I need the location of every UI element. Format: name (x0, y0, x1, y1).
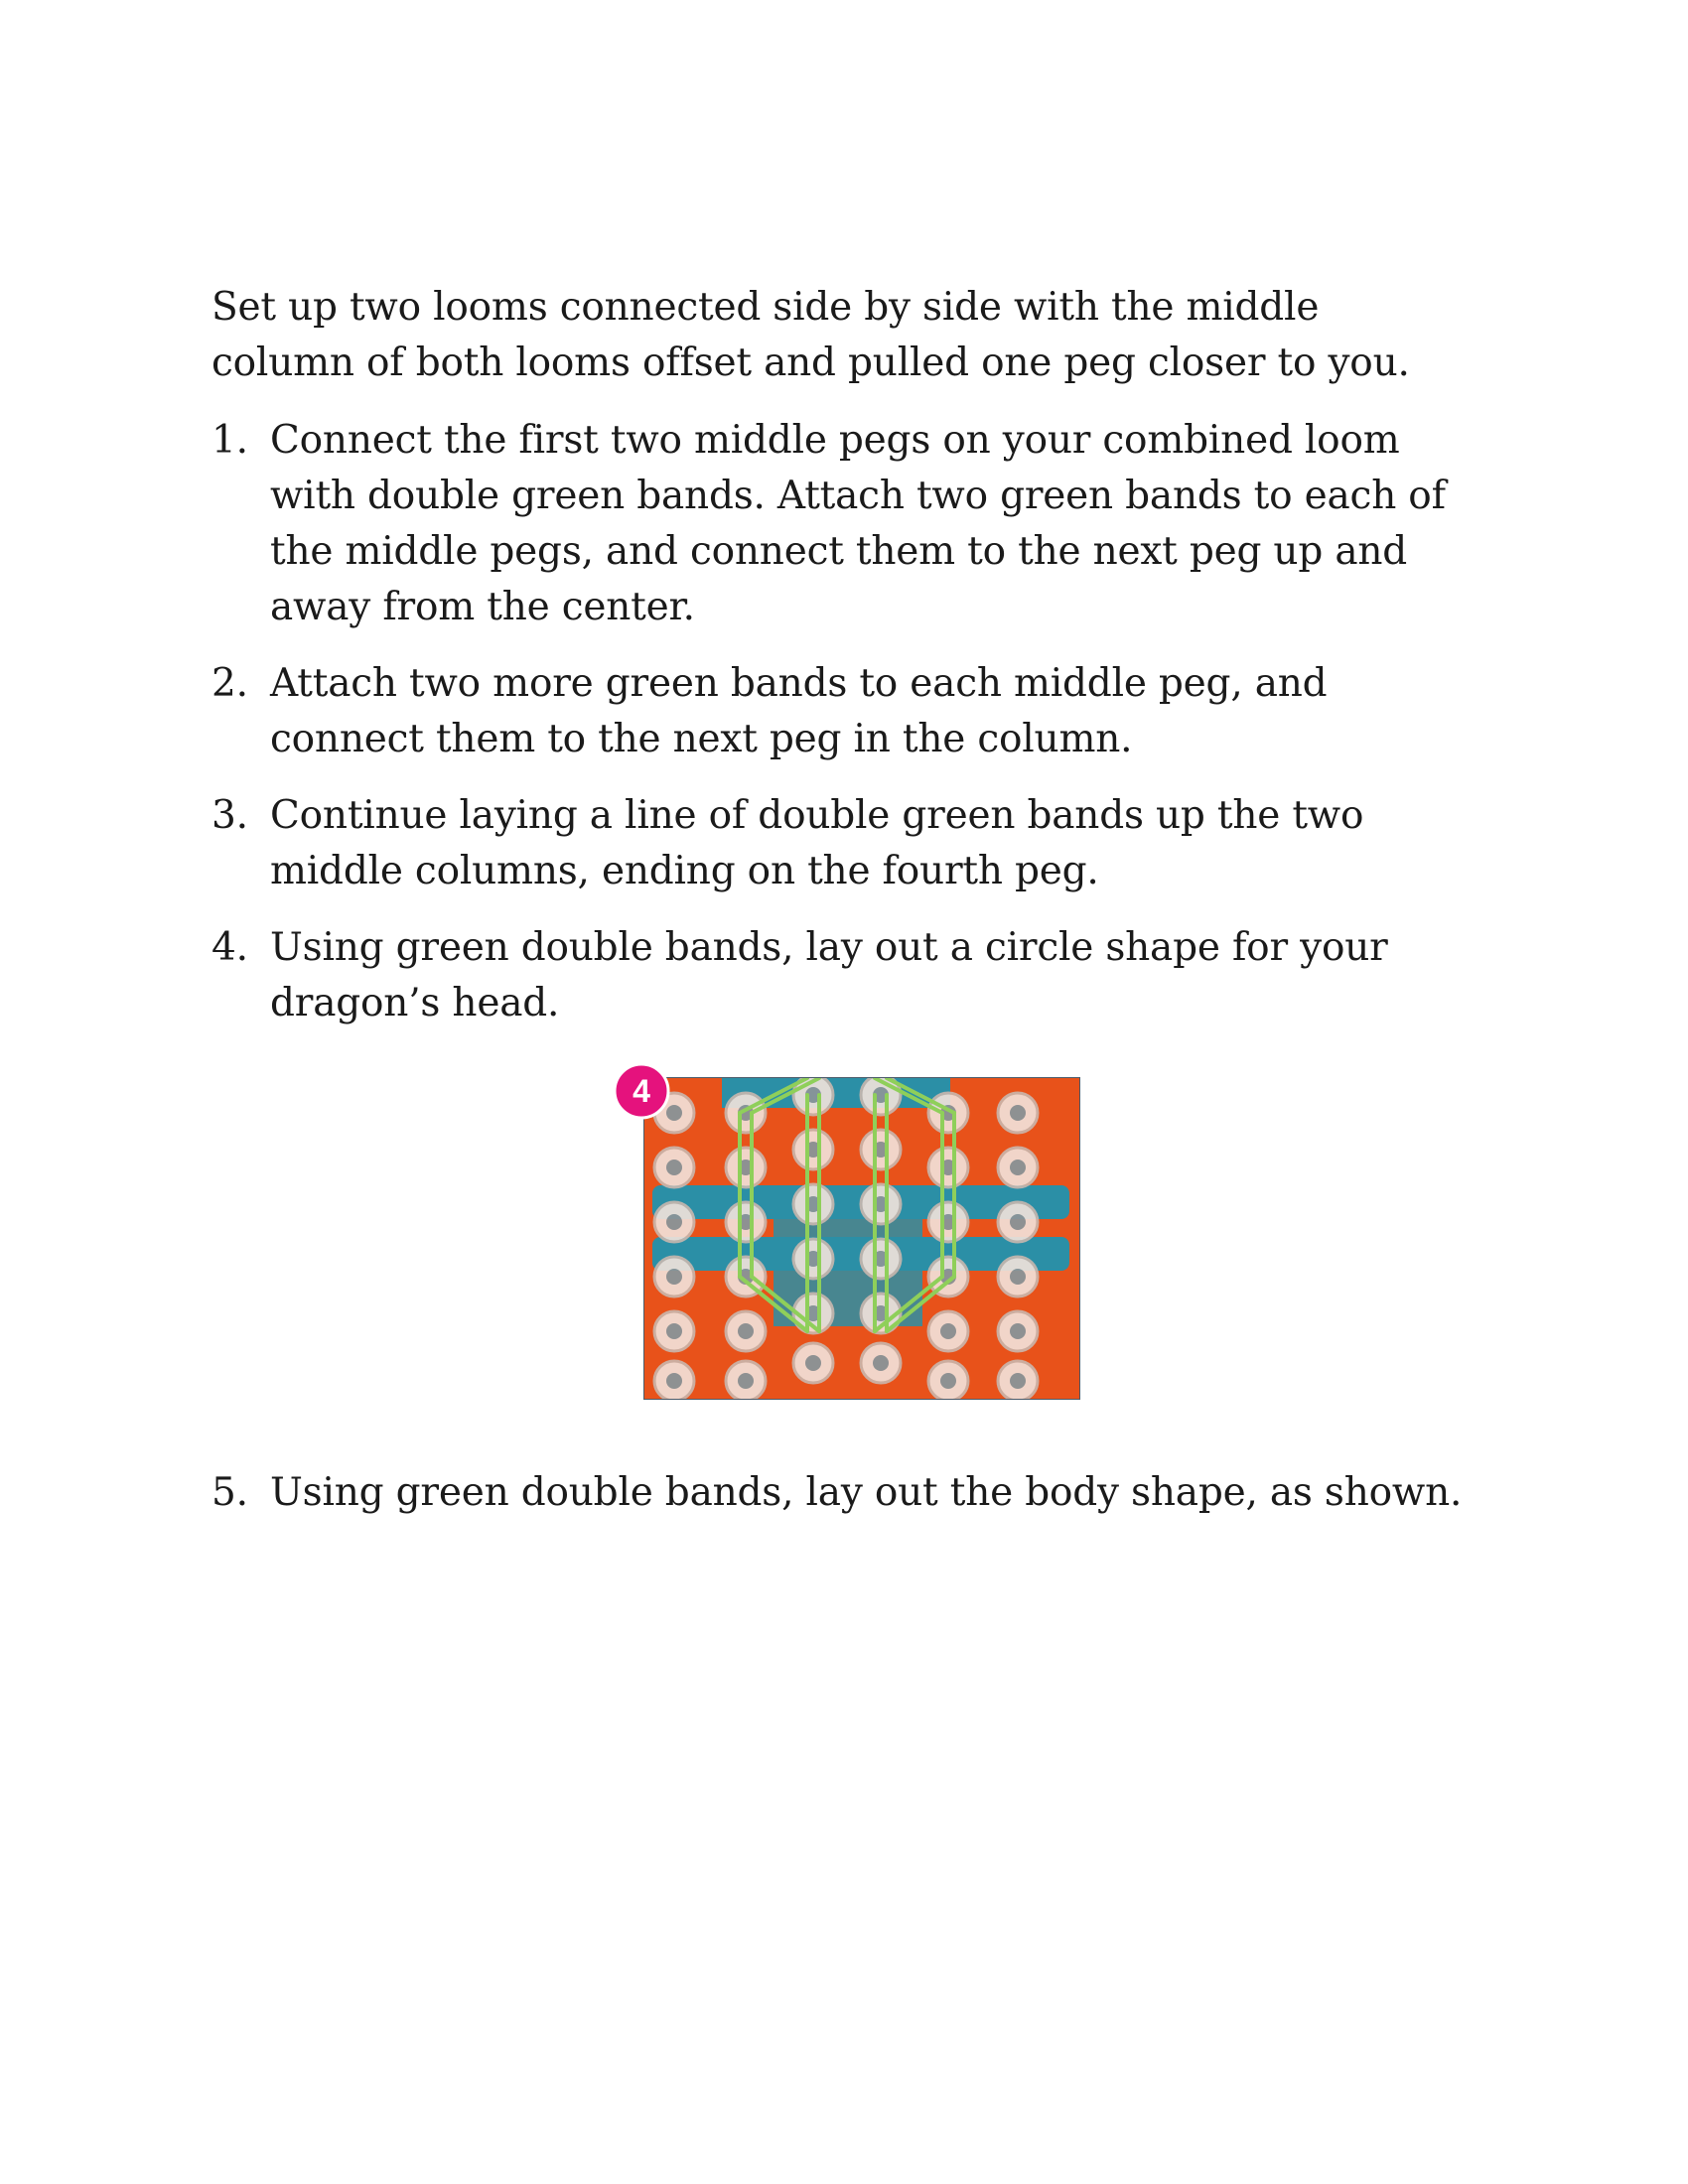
step-text: Attach two more green bands to each middle peg, and connect them to the next peg in the column. (270, 661, 1328, 761)
step-4-figure (633, 1073, 1080, 1400)
step-number: 5. (211, 1470, 248, 1515)
step-number: 4. (211, 925, 248, 970)
step-text: Continue laying a line of double green bands up the two middle columns, ending on the fourth peg. (270, 793, 1364, 893)
step-number: 2. (211, 661, 248, 706)
step-text: Using green double bands, lay out the body shape, as shown. (270, 1470, 1463, 1515)
figure-badge (613, 1062, 670, 1120)
loom-peg-hole (666, 1323, 682, 1339)
step-number: 3. (211, 793, 248, 838)
loom-peg-hole (666, 1373, 682, 1389)
loom-peg-hole (666, 1214, 682, 1230)
loom-peg-hole (940, 1323, 956, 1339)
step-4 (211, 920, 1463, 1031)
step-3 (211, 788, 1463, 899)
loom-peg-hole (1010, 1323, 1026, 1339)
loom-peg-hole (738, 1323, 754, 1339)
step-text: Connect the first two middle pegs on your combined loom with double green bands. Attach two green bands to each of the middle pegs, and connect them to the next peg up and away from the center. (270, 418, 1446, 629)
step-2 (211, 656, 1463, 767)
loom-peg-hole (1010, 1214, 1026, 1230)
loom-peg-hole (738, 1373, 754, 1389)
step-text: Using green double bands, lay out a circle shape for your dragon’s head. (270, 925, 1388, 1025)
loom-peg-hole (805, 1355, 821, 1371)
step-5 (211, 1465, 1463, 1521)
figure-badge-number: 4 (633, 1073, 650, 1109)
loom-peg-hole (1010, 1269, 1026, 1285)
step-1 (211, 413, 1463, 635)
loom-peg-hole (1010, 1373, 1026, 1389)
loom-photo (643, 1077, 1080, 1400)
loom-peg-hole (1010, 1105, 1026, 1121)
page-content (211, 280, 1463, 1542)
intro-paragraph: Set up two looms connected side by side with the middle column of both looms offset and pulled one peg closer to you. (211, 285, 1410, 385)
loom-peg-hole (940, 1373, 956, 1389)
loom-peg-hole (666, 1160, 682, 1175)
step-number: 1. (211, 418, 248, 463)
loom-peg-hole (873, 1355, 889, 1371)
loom-peg-hole (666, 1269, 682, 1285)
loom-peg-hole (1010, 1160, 1026, 1175)
